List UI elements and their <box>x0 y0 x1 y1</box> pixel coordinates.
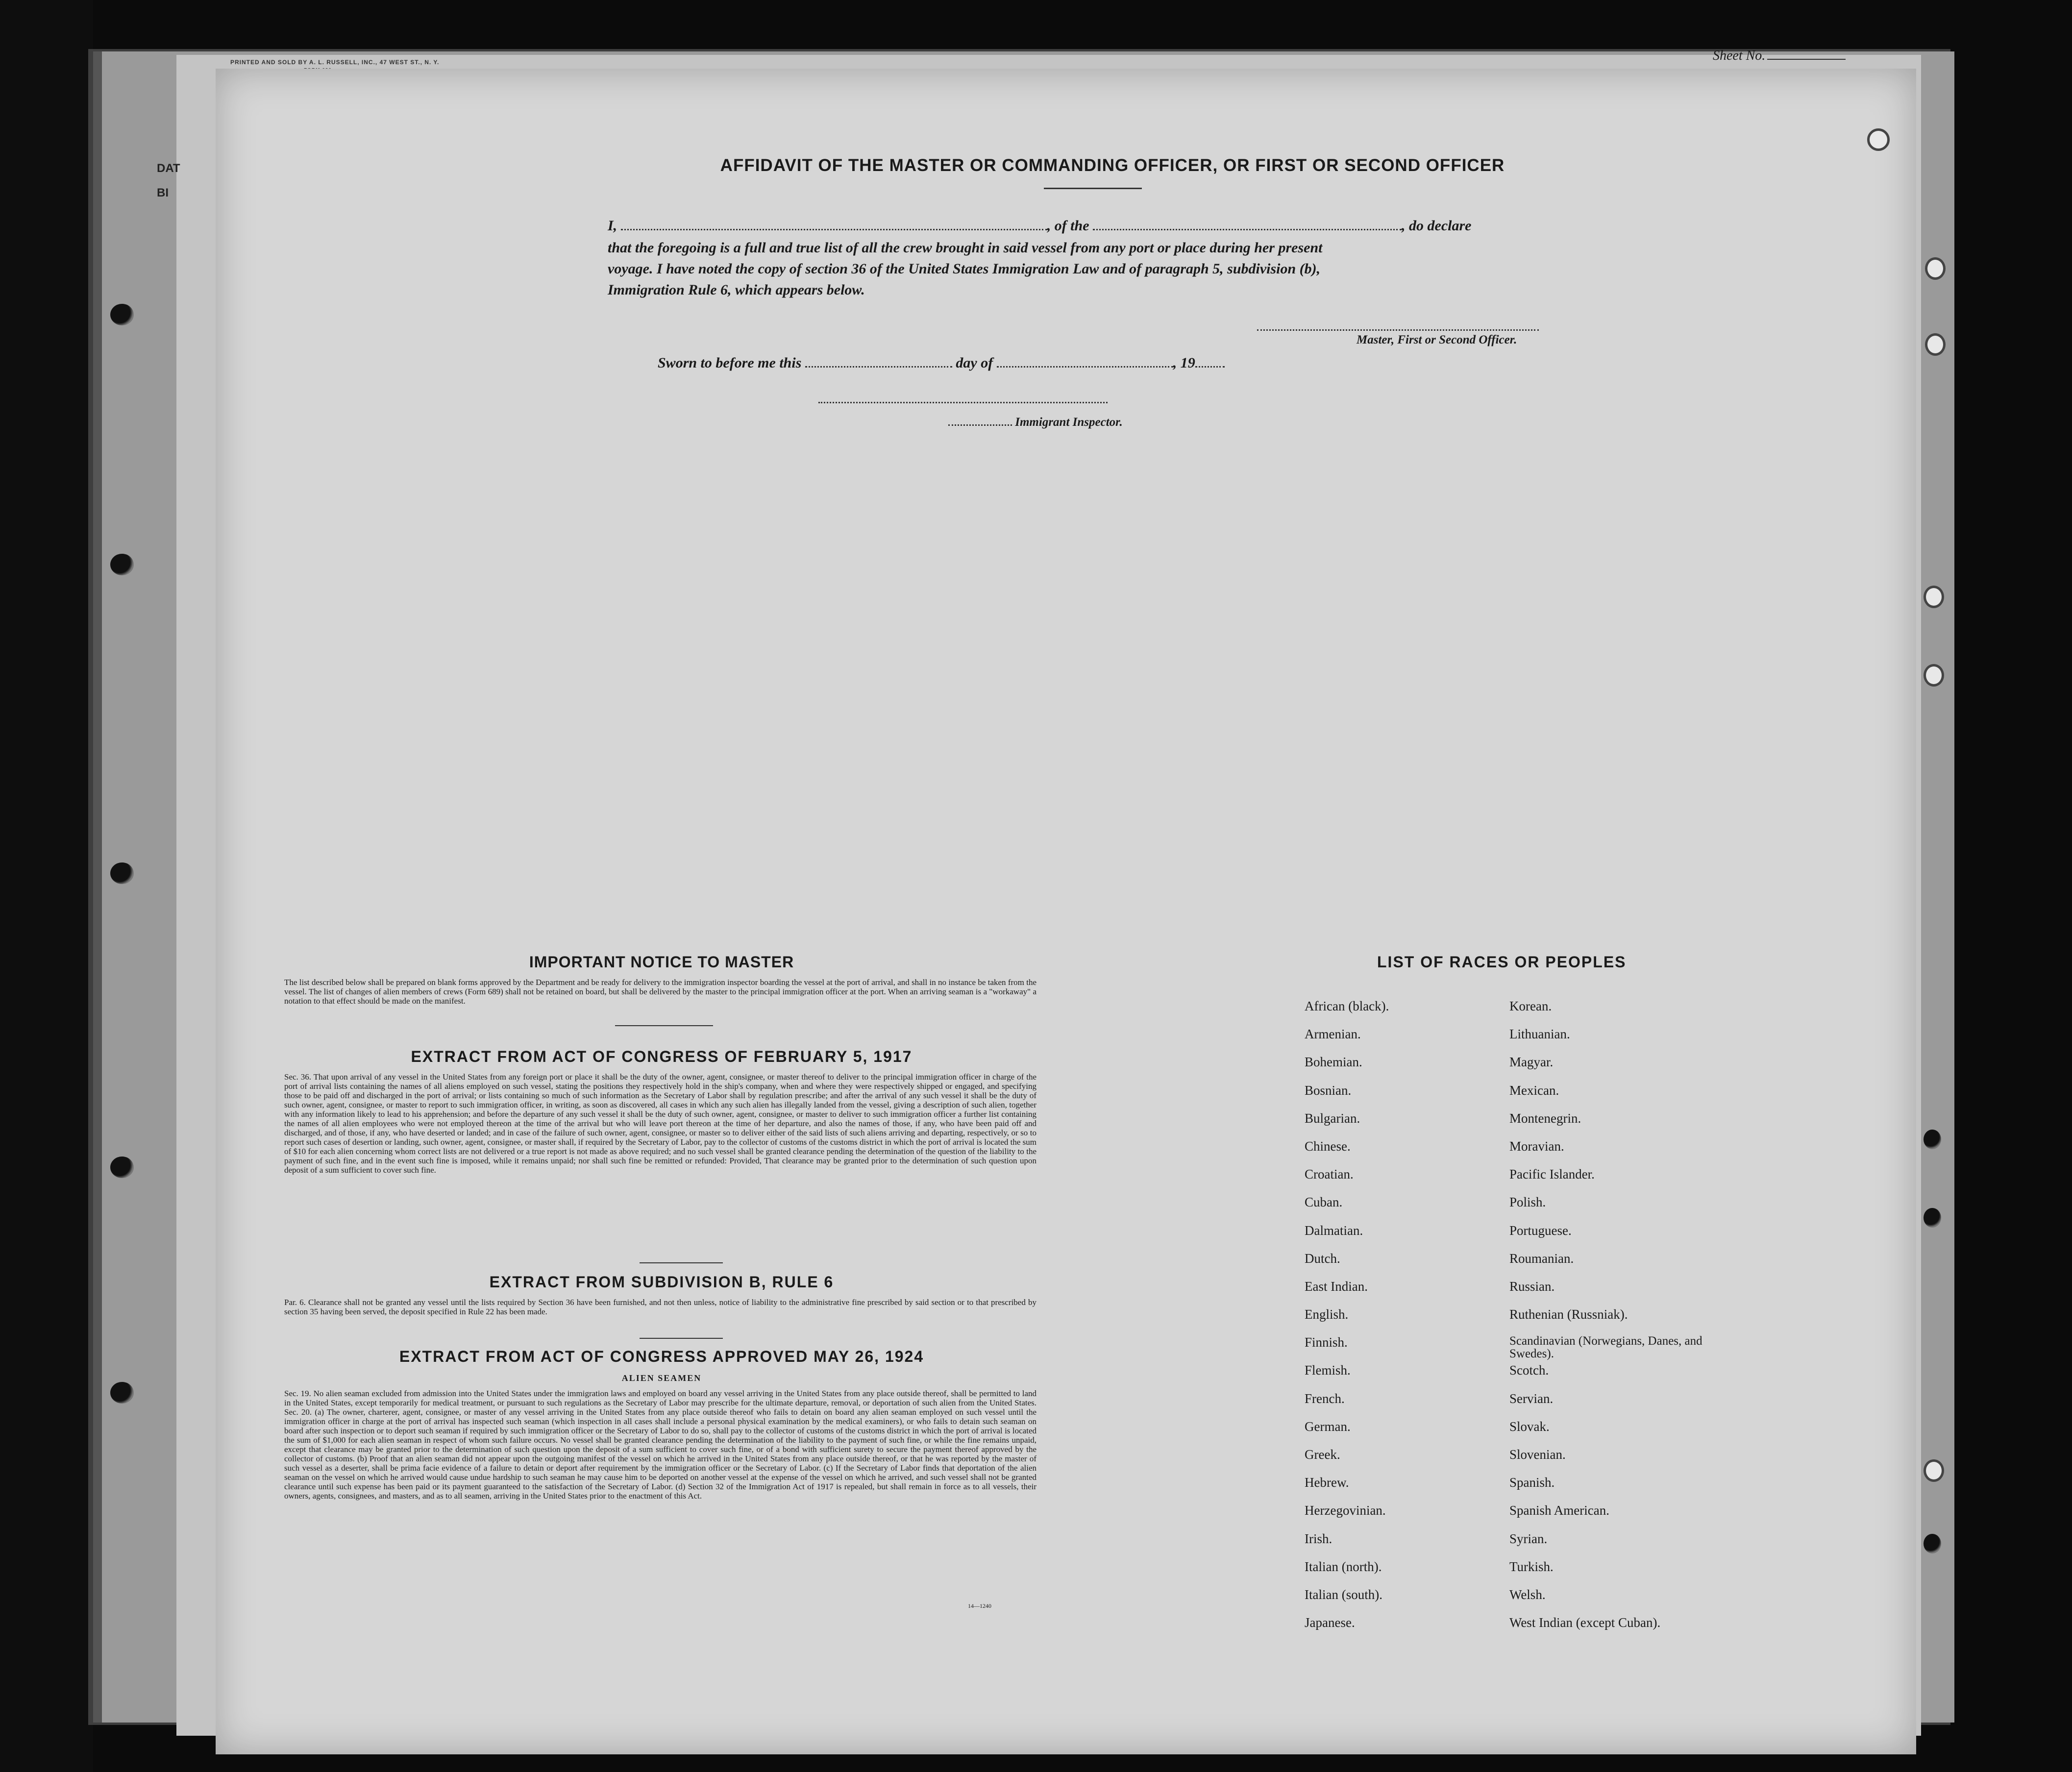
punch-hole <box>110 554 134 575</box>
race-item: Moravian. <box>1509 1138 1564 1154</box>
race-item: Lithuanian. <box>1509 1027 1570 1042</box>
form-footer-code: 14—1240 <box>968 1602 991 1609</box>
race-item: Croatian. <box>1305 1167 1354 1182</box>
punch-hole <box>110 1382 134 1403</box>
punch-hole <box>1925 333 1946 356</box>
punch-hole <box>110 862 134 884</box>
race-item: Russian. <box>1509 1279 1555 1294</box>
left-dark-margin <box>0 0 93 1772</box>
master-signature-label: Master, First or Second Officer. <box>1357 333 1517 346</box>
section-rule <box>640 1262 723 1263</box>
affidavit-line-1 <box>608 216 1588 236</box>
race-item: Polish. <box>1509 1195 1546 1210</box>
left-strip-label-1: DAT <box>157 162 180 175</box>
punch-hole <box>1924 1459 1944 1482</box>
extract-rule6-body: Par. 6. Clearance shall not be granted any vessel until the lists required by Section 36 have been furnished, and not then unless, notice of liability to the administrative fine prescribed by said section or to that prescribed by section 35 having been served, the deposit specified in Rule 22 has been made. <box>284 1298 1036 1316</box>
race-item: Mexican. <box>1509 1083 1559 1098</box>
extract-1924-title: EXTRACT FROM ACT OF CONGRESS APPROVED MAY 26, 1924 <box>399 1348 924 1365</box>
race-item: Dutch. <box>1305 1251 1340 1266</box>
race-item: Spanish American. <box>1509 1503 1609 1518</box>
race-item: Dalmatian. <box>1305 1223 1363 1238</box>
race-item: Montenegrin. <box>1509 1110 1581 1126</box>
race-item: Cuban. <box>1305 1195 1343 1210</box>
affidavit-line-2: that the foregoing is a full and true list of all the crew brought in said vessel from any port or place during her present <box>608 240 1323 256</box>
extract-rule6-title: EXTRACT FROM SUBDIVISION B, RULE 6 <box>489 1273 834 1291</box>
punch-hole <box>110 304 134 325</box>
affidavit-title: AFFIDAVIT OF THE MASTER OR COMMANDING OFFICER, OR FIRST OR SECOND OFFICER <box>720 156 1505 175</box>
race-item: Greek. <box>1305 1447 1340 1462</box>
race-item: German. <box>1305 1419 1351 1434</box>
race-item: Turkish. <box>1509 1559 1554 1574</box>
left-strip-label-2: BI <box>157 186 169 199</box>
inspector-label: Immigrant Inspector. <box>1015 416 1123 429</box>
punch-hole <box>1867 128 1890 151</box>
master-signature-line <box>1257 329 1539 331</box>
race-item: Servian. <box>1509 1391 1554 1406</box>
printer-line: PRINTED AND SOLD BY A. L. RUSSELL, INC., 47 WEST ST., N. Y. <box>230 59 440 66</box>
race-item: French. <box>1305 1391 1345 1406</box>
notice-title: IMPORTANT NOTICE TO MASTER <box>529 953 794 971</box>
notice-body: The list described below shall be prepared on blank forms approved by the Department and be ready for delivery to the immigration inspector boarding the vessel at the port of arrival, and shall in no instance be taken from the vessel. The list of changes of alien members of crews (Form 689) shall not be retained on board, but shall be delivered by the master to the principal immigration officer at the port. When an arriving seaman is a "workaway" a notation to that effect should be made on the manifest. <box>284 978 1036 1006</box>
do-declare-label: , do declare <box>1402 218 1472 234</box>
race-item: Japanese. <box>1305 1615 1355 1630</box>
punch-hole <box>1924 1130 1941 1149</box>
section-rule <box>615 1025 713 1026</box>
race-item: East Indian. <box>1305 1279 1368 1294</box>
punch-hole <box>1924 664 1944 687</box>
race-item: English. <box>1305 1307 1349 1322</box>
race-item: Roumanian. <box>1509 1251 1574 1266</box>
race-item: Italian (south). <box>1305 1587 1382 1602</box>
race-item: Scotch. <box>1509 1363 1549 1378</box>
day-of-label: day of <box>956 355 993 371</box>
race-item: Syrian. <box>1509 1531 1548 1546</box>
extract-1917-title: EXTRACT FROM ACT OF CONGRESS OF FEBRUARY 5, 1917 <box>411 1048 913 1065</box>
race-item: Hebrew. <box>1305 1475 1349 1490</box>
race-item: Magyar. <box>1509 1055 1554 1070</box>
extract-1917-body: Sec. 36. That upon arrival of any vessel in the United States from any foreign port or place it shall be the duty of the owner, agent, consignee, or master thereof to deliver to the principal immigration officer in charge of the port of arrival lists containing the names of all aliens employed on such vessel, stating the positions they respectively hold in the ship's company, when and where they were respectively shipped or engaged, and specifying those to be paid off and discharged in the port of arrival; or lists containing so much of such information as the Secretary of Labor shall by regulation prescribe; and after the arrival of any such vessel it shall be the duty of such owner, agent, consignee, or master to report to such immigration officer, in writing, as soon as discovered, all cases in which any such alien has illegally landed from the vessel, giving a description of such alien, together with any information likely to lead to his apprehension; and before the departure of any such vessel it shall be the duty of such owner, agent, consignee, or master to deliver to such immigration officer a further list containing the names of all alien employees who were not employed thereon at the time of the arrival but who will leave port thereon at the time of her departure, and also the names of those, if any, who have been paid off and discharged, and of those, if any, who have deserted or landed; and in case of the failure of such owner, agent, consignee, or master so to deliver either of the said lists of such aliens arriving and departing, respectively, or so to report such cases of desertion or landing, such owner, agent, consignee, or master shall, if required by the Secretary of Labor, pay to the collector of customs of the customs district in which the port of arrival is located the sum of $10 for each alien concerning whom correct lists are not delivered or a true report is not made as above required; and no such vessel shall be granted clearance pending the determination of the question of the liability to the payment of such fine, and in the event such fine is imposed, while it remains unpaid; nor shall such fine be remitted or refunded: Provided, That clearance may be granted prior to the determination of such question upon deposit of a sum sufficient to cover such fine. <box>284 1072 1036 1175</box>
title-rule <box>1044 188 1142 189</box>
punch-hole <box>1924 1534 1941 1553</box>
of-the-label: , of the <box>1047 218 1089 234</box>
race-item: Italian (north). <box>1305 1559 1382 1574</box>
inspector-signature-label <box>948 416 1123 429</box>
races-title: LIST OF RACES OR PEOPLES <box>1377 953 1627 971</box>
race-item: Korean. <box>1509 999 1552 1013</box>
year-label: , 19 <box>1173 355 1195 371</box>
punch-hole <box>1924 586 1944 608</box>
race-item: Herzegovinian. <box>1305 1503 1386 1518</box>
section-rule <box>640 1338 723 1339</box>
race-item: Chinese. <box>1305 1138 1351 1154</box>
race-item: Welsh. <box>1509 1587 1546 1602</box>
race-item: Slovenian. <box>1509 1447 1566 1462</box>
punch-hole <box>110 1157 134 1178</box>
races-column-1 <box>1305 999 1491 1643</box>
punch-hole <box>1924 1208 1941 1228</box>
race-item: Ruthenian (Russniak). <box>1509 1307 1628 1322</box>
i-label: I, <box>608 218 617 234</box>
punch-hole <box>1925 257 1946 280</box>
affidavit-line-3: voyage. I have noted the copy of section 36 of the United States Immigration Law and of paragraph 5, subdivision (b), <box>608 261 1321 277</box>
race-item: Irish. <box>1305 1531 1332 1546</box>
race-item: Bosnian. <box>1305 1083 1352 1098</box>
sheet-number-label: Sheet No. <box>1713 48 1766 63</box>
sheet-number <box>1713 48 1846 64</box>
race-item: Flemish. <box>1305 1363 1351 1378</box>
race-item: Armenian. <box>1305 1027 1361 1042</box>
race-item: Bohemian. <box>1305 1055 1362 1070</box>
affidavit-line-4: Immigration Rule 6, which appears below. <box>608 282 865 298</box>
race-item: Spanish. <box>1509 1475 1555 1490</box>
inspector-signature-line <box>818 402 1108 403</box>
races-column-2 <box>1509 999 1715 1643</box>
race-item: Portuguese. <box>1509 1223 1572 1238</box>
race-item: West Indian (except Cuban). <box>1509 1615 1661 1630</box>
extract-1924-subtitle: ALIEN SEAMEN <box>621 1373 702 1383</box>
race-item: Bulgarian. <box>1305 1110 1360 1126</box>
race-item: Finnish. <box>1305 1335 1348 1350</box>
extract-1924-body: Sec. 19. No alien seaman excluded from admission into the United States under the immigration laws and employed on board any vessel arriving in the United States from any place outside thereof, shall be permitted to land in the United States, except temporarily for medical treatment, or pursuant to such regulations as the Secretary of Labor may prescribe for the ultimate departure, removal, or deportation of such alien from the United States. Sec. 20. (a) The owner, charterer, agent, consignee, or master of any vessel arriving in the United States from any place outside thereof who fails to detain on board any alien seaman employed on such vessel until the immigration officer in charge at the port of arrival has inspected such seaman (which inspection in all cases shall include a personal physical examination by the medical examiners), or who fails to detain such seaman on board after such inspection or to deport such seaman if required by such immigration officer or the Secretary of Labor to do so, shall pay to the collector of customs of the customs district in which the port of arrival is located the sum of $1,000 for each alien seaman in respect of whom such failure occurs. No vessel shall be granted clearance pending the determination of the liability to the payment of such fine, or while the fine remains unpaid, except that clearance may be granted prior to the determination of such question upon the deposit of a sum sufficient to cover such fine, or of a bond with sufficient surety to secure the payment thereof approved by the collector of customs. (b) Proof that an alien seaman did not appear upon the outgoing manifest of the vessel on which he arrived in the United States from any place outside thereof, or that he was reported by the master of such vessel as a deserter, shall be prima facie evidence of a failure to detain or deport after requirement by the immigration officer or the Secretary of Labor. (c) If the Secretary of Labor finds that deportation of the alien seaman on the vessel on which he arrived would cause undue hardship to such seaman he may cause him to be deported on another vessel at the expense of the vessel on which he arrived, and such vessel shall not be granted clearance until such expense has been paid or its payment guaranteed to the satisfaction of the Secretary of Labor. (d) Section 32 of the Immigration Act of 1917 is repealed, but shall remain in force as to all vessels, their owners, agents, consignees, and masters, and as to all seamen, arriving in the United States prior to the enactment of this Act. <box>284 1389 1036 1501</box>
sworn-label: Sworn to before me this <box>658 355 802 371</box>
race-item: Pacific Islander. <box>1509 1167 1595 1182</box>
race-item: Slovak. <box>1509 1419 1550 1434</box>
sworn-line <box>658 353 1344 373</box>
race-item: African (black). <box>1305 999 1389 1013</box>
race-item: Scandinavian (Norwegians, Danes, and Swedes). <box>1509 1334 1702 1361</box>
